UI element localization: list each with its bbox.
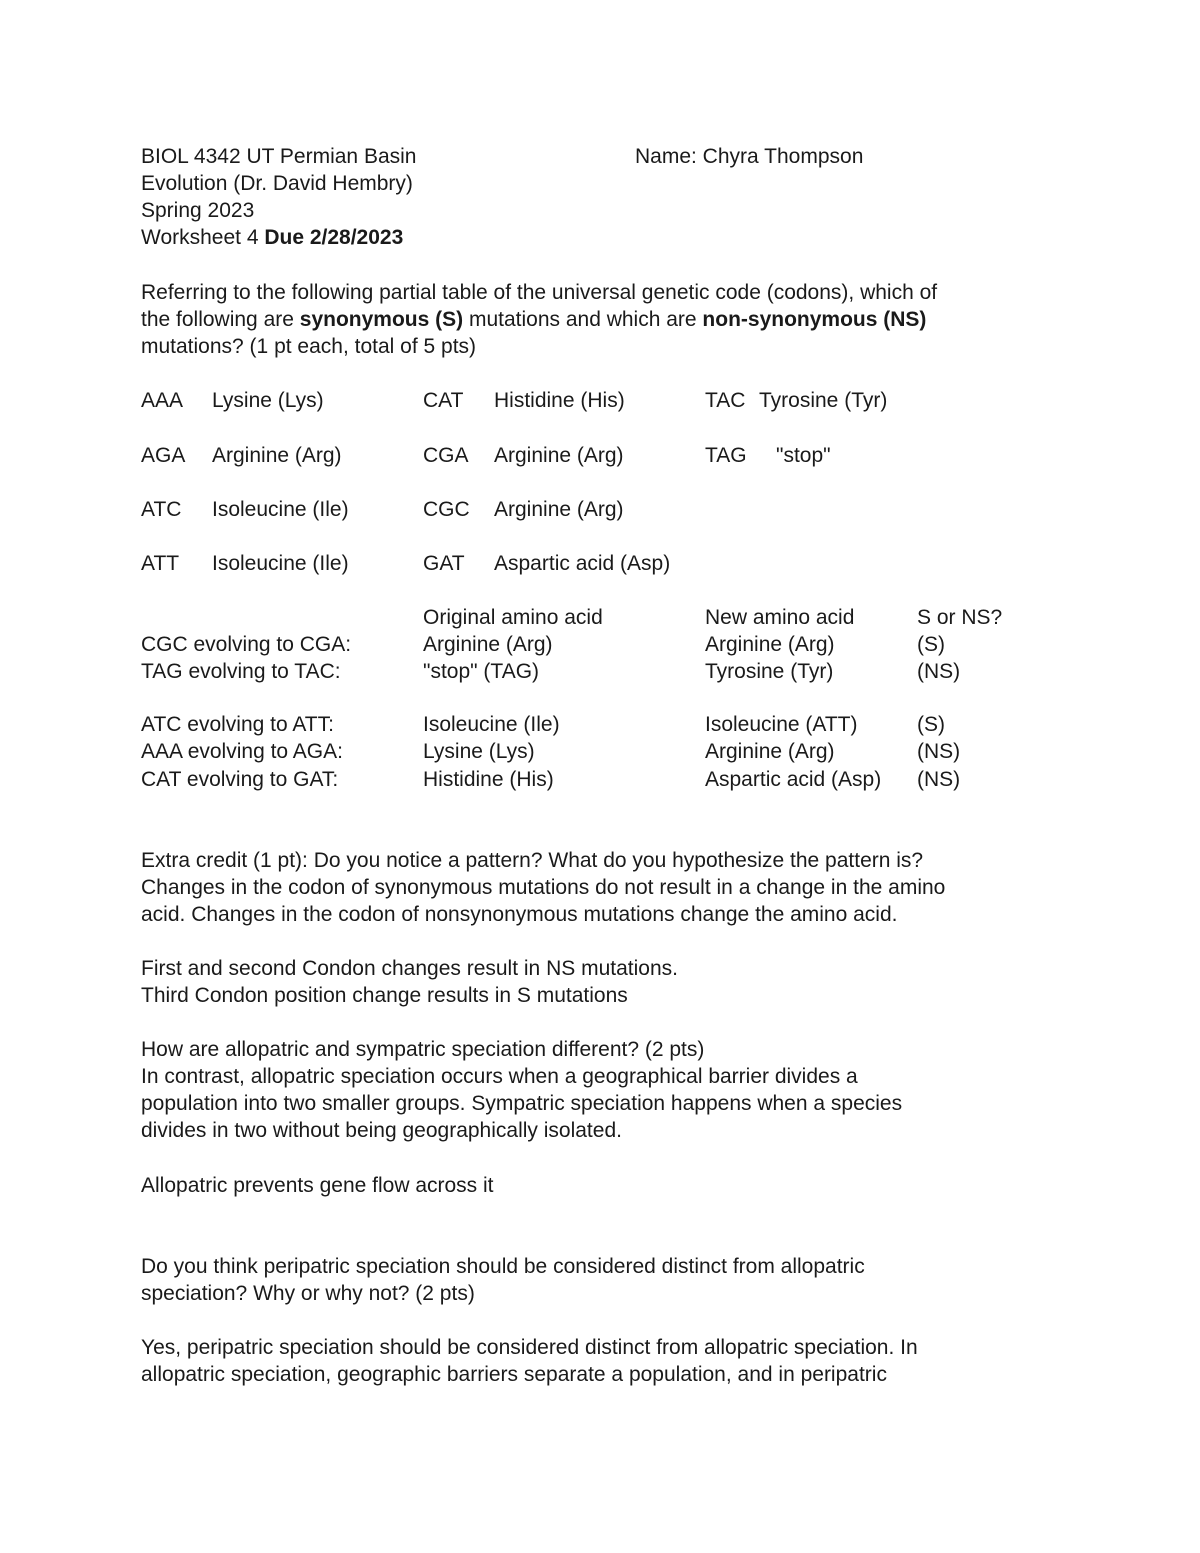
allopatric-answer: In contrast, allopatric speciation occurs when a geographical barrier divides a	[141, 1065, 858, 1088]
peripatric-section	[141, 1253, 865, 1307]
amino-acid: Arginine (Arg)	[494, 444, 624, 467]
amino-acid: Arginine (Arg)	[212, 444, 342, 467]
mutation-result: (NS)	[917, 768, 961, 791]
mutation-new: Arginine (Arg)	[705, 740, 835, 763]
mutation-original: Histidine (His)	[423, 768, 554, 791]
mutation-result: (S)	[917, 633, 945, 656]
mutation-new: Arginine (Arg)	[705, 633, 835, 656]
mutation-original: Isoleucine (Ile)	[423, 713, 560, 736]
amino-acid: Histidine (His)	[494, 389, 625, 412]
mutation-new: Aspartic acid (Asp)	[705, 768, 882, 791]
worksheet-label: Worksheet 4	[141, 226, 265, 249]
extra-credit-question: Extra credit (1 pt): Do you notice a pattern? What do you hypothesize the pattern is?	[141, 849, 924, 872]
intro-line-1: Referring to the following partial table of the universal genetic code (codons), which of	[141, 281, 938, 304]
mutation-change: TAG evolving to TAC:	[141, 660, 341, 683]
mutation-new: Tyrosine (Tyr)	[705, 660, 834, 683]
student-name: Name: Chyra Thompson	[635, 145, 864, 168]
codon: GAT	[423, 552, 465, 575]
extra-credit-notes	[141, 955, 678, 1009]
header-original: Original amino acid	[423, 606, 603, 629]
codon: ATC	[141, 498, 182, 521]
allopatric-question: How are allopatric and sympatric speciation different? (2 pts)	[141, 1038, 705, 1061]
course-term: Spring 2023	[141, 199, 255, 222]
intro-text: mutations and which are	[463, 308, 703, 331]
extra-credit-answer: Changes in the codon of synonymous mutations do not result in a change in the amino	[141, 876, 946, 899]
codon: TAG	[705, 444, 747, 467]
intro-line-2	[141, 306, 937, 333]
mutation-original: "stop" (TAG)	[423, 660, 540, 683]
extra-credit-answer: acid. Changes in the codon of nonsynonymous mutations change the amino acid.	[141, 903, 898, 926]
intro-text: the following are	[141, 308, 300, 331]
codon: AAA	[141, 389, 184, 412]
non-synonymous-term: non-synonymous (NS)	[702, 308, 927, 331]
header-new: New amino acid	[705, 606, 855, 629]
extra-credit-section	[141, 847, 945, 928]
codon: ATT	[141, 552, 180, 575]
mutation-original: Arginine (Arg)	[423, 633, 553, 656]
peripatric-answer-block	[141, 1334, 918, 1388]
amino-acid: Tyrosine (Tyr)	[759, 389, 888, 412]
mutation-change: CAT evolving to GAT:	[141, 768, 339, 791]
codon: TAC	[705, 389, 746, 412]
amino-acid: Arginine (Arg)	[494, 498, 624, 521]
allopatric-answer: divides in two without being geographically isolated.	[141, 1119, 622, 1142]
worksheet-title	[141, 224, 403, 251]
course-title: BIOL 4342 UT Permian Basin	[141, 145, 417, 168]
mutation-original: Lysine (Lys)	[423, 740, 535, 763]
codon: AGA	[141, 444, 186, 467]
mutation-change: CGC evolving to CGA:	[141, 633, 352, 656]
header-result: S or NS?	[917, 606, 1003, 629]
peripatric-answer: Yes, peripatric speciation should be considered distinct from allopatric speciation. In	[141, 1336, 918, 1359]
mutation-new: Isoleucine (ATT)	[705, 713, 858, 736]
peripatric-answer: allopatric speciation, geographic barriers separate a population, and in peripatric	[141, 1363, 887, 1386]
codon: CAT	[423, 389, 464, 412]
mutation-result: (S)	[917, 713, 945, 736]
mutation-change: ATC evolving to ATT:	[141, 713, 334, 736]
amino-acid: "stop"	[776, 444, 831, 467]
allopatric-note: Allopatric prevents gene flow across it	[141, 1174, 494, 1197]
extra-credit-note: Third Condon position change results in S mutations	[141, 984, 628, 1007]
mutation-result: (NS)	[917, 660, 961, 683]
allopatric-section	[141, 1036, 902, 1144]
extra-credit-note: First and second Condon changes result in NS mutations.	[141, 957, 678, 980]
allopatric-answer: population into two smaller groups. Sympatric speciation happens when a species	[141, 1092, 903, 1115]
intro-line-3: mutations? (1 pt each, total of 5 pts)	[141, 335, 477, 358]
intro-paragraph	[141, 279, 937, 360]
due-date: Due 2/28/2023	[264, 226, 404, 249]
peripatric-question: Do you think peripatric speciation should be considered distinct from allopatric	[141, 1255, 865, 1278]
amino-acid: Aspartic acid (Asp)	[494, 552, 671, 575]
synonymous-term: synonymous (S)	[299, 308, 464, 331]
mutation-result: (NS)	[917, 740, 961, 763]
codon: CGC	[423, 498, 470, 521]
mutation-change: AAA evolving to AGA:	[141, 740, 343, 763]
amino-acid: Isoleucine (Ile)	[212, 552, 349, 575]
amino-acid: Isoleucine (Ile)	[212, 498, 349, 521]
codon: CGA	[423, 444, 469, 467]
course-subtitle: Evolution (Dr. David Hembry)	[141, 172, 413, 195]
peripatric-question: speciation? Why or why not? (2 pts)	[141, 1282, 475, 1305]
amino-acid: Lysine (Lys)	[212, 389, 324, 412]
